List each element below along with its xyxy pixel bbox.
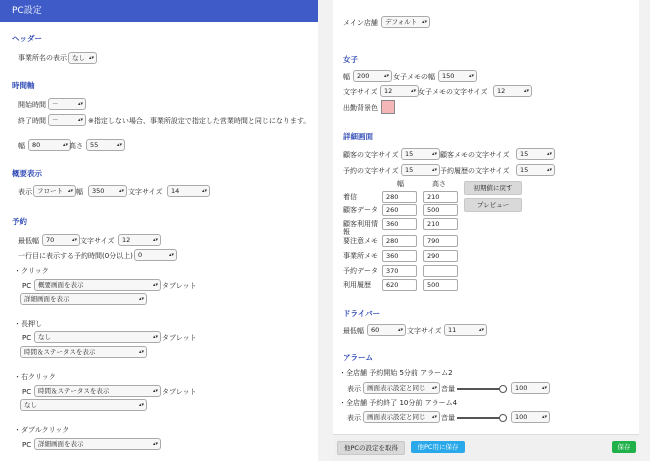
detail-row-width-input[interactable]: 280 (382, 235, 417, 247)
booking-min-width-label: 最低幅 (18, 237, 39, 245)
female-memo-width-label: 女子メモの幅 (393, 73, 435, 81)
female-font-select[interactable]: 12 ▴▾ (380, 85, 419, 97)
chevron-updown-icon: ▴▾ (152, 282, 158, 288)
overview-font-label: 文字サイズ (128, 188, 163, 196)
female-memo-font-label: 女子メモの文字サイズ (418, 88, 488, 96)
detail-row-height-input[interactable]: 500 (423, 204, 458, 216)
chevron-updown-icon: ▴▾ (152, 388, 158, 394)
chevron-updown-icon: ▴▾ (71, 237, 77, 243)
detail-column-height: 高さ (432, 180, 446, 188)
long-pc-label: PC (22, 334, 32, 342)
end-time-select[interactable]: － ▴▾ (48, 114, 86, 126)
chevron-updown-icon: ▴▾ (431, 414, 437, 420)
booking-font-size-select[interactable]: 15 ▴▾ (401, 164, 440, 176)
time-axis-width-label: 幅 (18, 142, 25, 150)
click-pc-select[interactable]: 概要画面を表示 ▴▾ (34, 279, 161, 291)
alarm-2-volume-slider-handle[interactable] (499, 414, 507, 422)
fetch-other-pc-settings-button[interactable]: 他PCの設定を取得 (337, 441, 405, 455)
chevron-updown-icon: ▴▾ (431, 151, 437, 157)
chevron-updown-icon: ▴▾ (383, 73, 389, 79)
alarm-2-volume-slider[interactable] (457, 417, 507, 419)
customer-memo-font-select[interactable]: 15 ▴▾ (516, 148, 555, 160)
long-press-label: ・長押し (14, 320, 42, 328)
alarm-1-display-select[interactable]: 画面表示設定と同じ ▴▾ (363, 382, 440, 394)
booking-font-size-label: 予約の文字サイズ (343, 167, 399, 175)
chevron-updown-icon: ▴▾ (431, 167, 437, 173)
double-click-label: ・ダブルクリック (14, 426, 70, 434)
right-pc-select[interactable]: 時間＆ステータスを表示 ▴▾ (34, 385, 161, 397)
reset-defaults-button[interactable]: 初期値に戻す (464, 181, 522, 195)
section-booking: 予約 (12, 217, 27, 226)
section-header: ヘッダー (12, 34, 42, 43)
chevron-updown-icon: ▴▾ (152, 441, 158, 447)
female-width-select[interactable]: 200 ▴▾ (353, 70, 392, 82)
main-shop-label: メイン店舗 (343, 19, 378, 27)
chevron-updown-icon: ▴▾ (138, 349, 144, 355)
overview-display-select[interactable]: フロート ▴▾ (33, 185, 76, 197)
customer-font-select[interactable]: 15 ▴▾ (401, 148, 440, 160)
alarm-1-volume-slider[interactable] (457, 388, 507, 390)
customer-memo-font-label: 顧客メモの文字サイズ (440, 151, 510, 159)
detail-row-label: 利用履歴 (343, 281, 371, 289)
detail-row-width-input[interactable]: 370 (382, 265, 417, 277)
footer-bar (333, 434, 639, 461)
detail-row-height-input[interactable]: 790 (423, 235, 458, 247)
attendance-bg-color-swatch[interactable] (381, 100, 395, 114)
right-click-label: ・右クリック (14, 373, 56, 381)
alarm-1-label: ・全店舗 予約開始 5分前 アラーム2 (339, 369, 453, 377)
double-pc-select[interactable]: 詳細画面を表示 ▴▾ (34, 438, 161, 450)
detail-row-width-input[interactable]: 360 (382, 250, 417, 262)
overview-width-label: 幅 (76, 188, 83, 196)
chevron-updown-icon: ▴▾ (468, 73, 474, 79)
click-pc-label: PC (22, 282, 32, 290)
start-time-label: 開始時間 (18, 101, 46, 109)
chevron-updown-icon: ▴▾ (541, 385, 547, 391)
right-tablet-select[interactable]: なし ▴▾ (20, 399, 147, 411)
chevron-updown-icon: ▴▾ (116, 142, 122, 148)
chevron-updown-icon: ▴▾ (201, 188, 207, 194)
chevron-updown-icon: ▴▾ (431, 385, 437, 391)
shop-name-display-label: 事業所名の表示 (18, 54, 67, 62)
booking-history-font-select[interactable]: 15 ▴▾ (516, 164, 555, 176)
end-time-label: 終了時間 (18, 117, 46, 125)
click-label: ・クリック (14, 267, 49, 275)
chevron-updown-icon: ▴▾ (546, 151, 552, 157)
customer-font-label: 顧客の文字サイズ (343, 151, 399, 159)
detail-row-width-input[interactable]: 260 (382, 204, 417, 216)
section-driver: ドライバー (343, 309, 381, 318)
detail-column-width: 幅 (397, 180, 404, 188)
attendance-bg-label: 出勤背景色 (343, 104, 378, 112)
shop-name-display-select[interactable]: なし ▴▾ (68, 52, 97, 64)
chevron-updown-icon: ▴▾ (138, 402, 144, 408)
detail-row-width-input[interactable]: 360 (382, 218, 417, 230)
booking-font-select[interactable]: 12 ▴▾ (118, 234, 161, 246)
detail-row-label: 顧客データ (343, 206, 378, 214)
driver-min-width-label: 最低幅 (343, 327, 364, 335)
save-for-other-pc-button[interactable]: 他PC用に保存 (411, 441, 465, 453)
chevron-updown-icon: ▴▾ (118, 188, 124, 194)
start-time-select[interactable]: － ▴▾ (48, 98, 86, 110)
chevron-updown-icon: ▴▾ (88, 55, 94, 61)
chevron-updown-icon: ▴▾ (397, 327, 403, 333)
alarm-2-volume-label: 音量 (441, 414, 455, 422)
chevron-updown-icon: ▴▾ (77, 101, 83, 107)
click-tablet-label: タブレット (162, 282, 197, 290)
double-pc-label: PC (22, 441, 32, 449)
alarm-2-display-select[interactable]: 画面表示設定と同じ ▴▾ (363, 411, 440, 423)
driver-font-label: 文字サイズ (407, 327, 442, 335)
driver-min-width-select[interactable]: 60 ▴▾ (367, 324, 406, 336)
alarm-2-display-label: 表示 (347, 414, 361, 422)
detail-row-label: 要注意メモ (343, 237, 378, 245)
long-tablet-label: タブレット (162, 334, 197, 342)
chevron-updown-icon: ▴▾ (152, 237, 158, 243)
detail-row-label: 着信 (343, 193, 357, 201)
chevron-updown-icon: ▴▾ (168, 252, 174, 258)
detail-row-label: 顧客利用情報 (343, 220, 378, 236)
long-pc-select[interactable]: なし ▴▾ (34, 331, 161, 343)
female-memo-font-select[interactable]: 12 ▴▾ (493, 85, 532, 97)
long-tablet-select[interactable]: 時間＆ステータスを表示 ▴▾ (20, 346, 147, 358)
detail-row-height-input[interactable]: 210 (423, 191, 458, 203)
booking-history-font-label: 予約履歴の文字サイズ (440, 167, 510, 175)
detail-row-height-input[interactable] (423, 265, 458, 277)
section-alarm: アラーム (343, 353, 373, 362)
right-settings-panel (333, 0, 639, 461)
left-settings-panel (0, 0, 318, 461)
chevron-updown-icon: ▴▾ (77, 117, 83, 123)
main-shop-select[interactable]: デフォルト ▴▾ (381, 16, 430, 28)
per-line-time-select[interactable]: 0 ▴▾ (134, 249, 177, 261)
chevron-updown-icon: ▴▾ (523, 88, 529, 94)
save-button[interactable]: 保存 (612, 441, 636, 453)
alarm-2-volume-select[interactable]: 100 ▴▾ (511, 411, 550, 423)
chevron-updown-icon: ▴▾ (546, 167, 552, 173)
driver-font-select[interactable]: 11 ▴▾ (444, 324, 487, 336)
end-time-note: ※指定しない場合、事業所設定で指定した営業時間と同じになります。 (88, 117, 311, 125)
alarm-1-display-label: 表示 (347, 385, 361, 393)
chevron-updown-icon: ▴▾ (478, 327, 484, 333)
overview-font-select[interactable]: 14 ▴▾ (167, 185, 210, 197)
section-time-axis: 時間軸 (12, 81, 35, 90)
alarm-1-volume-label: 音量 (441, 385, 455, 393)
detail-row-width-input[interactable]: 280 (382, 191, 417, 203)
chevron-updown-icon: ▴▾ (410, 88, 416, 94)
alarm-2-label: ・全店舗 予約終了 10分前 アラーム4 (339, 399, 458, 407)
per-line-time-label: 一行目に表示する予約時間(0分以上) (18, 252, 133, 260)
time-axis-width-select[interactable]: 80 ▴▾ (28, 139, 71, 151)
detail-row-height-input[interactable]: 210 (423, 218, 458, 230)
section-overview: 概要表示 (12, 169, 42, 178)
chevron-updown-icon: ▴▾ (138, 296, 144, 302)
chevron-updown-icon: ▴▾ (541, 414, 547, 420)
female-width-label: 幅 (343, 73, 350, 81)
chevron-updown-icon: ▴▾ (67, 188, 73, 194)
time-axis-height-label: 高さ (69, 142, 83, 150)
detail-row-width-input[interactable]: 620 (382, 279, 417, 291)
right-tablet-label: タブレット (162, 388, 197, 396)
female-font-label: 文字サイズ (343, 88, 378, 96)
right-pc-label: PC (22, 388, 32, 396)
detail-row-height-input[interactable]: 290 (423, 250, 458, 262)
detail-row-label: 事業所メモ (343, 252, 378, 260)
alarm-1-volume-select[interactable]: 100 ▴▾ (511, 382, 550, 394)
preview-button[interactable]: プレビュー (464, 198, 522, 212)
booking-font-label: 文字サイズ (80, 237, 115, 245)
click-tablet-select[interactable]: 詳細画面を表示 ▴▾ (20, 293, 147, 305)
chevron-updown-icon: ▴▾ (421, 19, 427, 25)
booking-min-width-select[interactable]: 70 ▴▾ (42, 234, 80, 246)
chevron-updown-icon: ▴▾ (62, 142, 68, 148)
overview-width-select[interactable]: 350 ▴▾ (88, 185, 127, 197)
section-detail: 詳細画面 (343, 132, 373, 141)
chevron-updown-icon: ▴▾ (152, 334, 158, 340)
detail-row-label: 予約データ (343, 267, 378, 275)
alarm-1-volume-slider-handle[interactable] (499, 385, 507, 393)
time-axis-height-select[interactable]: 55 ▴▾ (86, 139, 125, 151)
female-memo-width-select[interactable]: 150 ▴▾ (438, 70, 477, 82)
page-title: PC設定 (0, 0, 318, 22)
overview-display-label: 表示 (18, 188, 32, 196)
section-female: 女子 (343, 55, 358, 64)
detail-row-height-input[interactable]: 500 (423, 279, 458, 291)
